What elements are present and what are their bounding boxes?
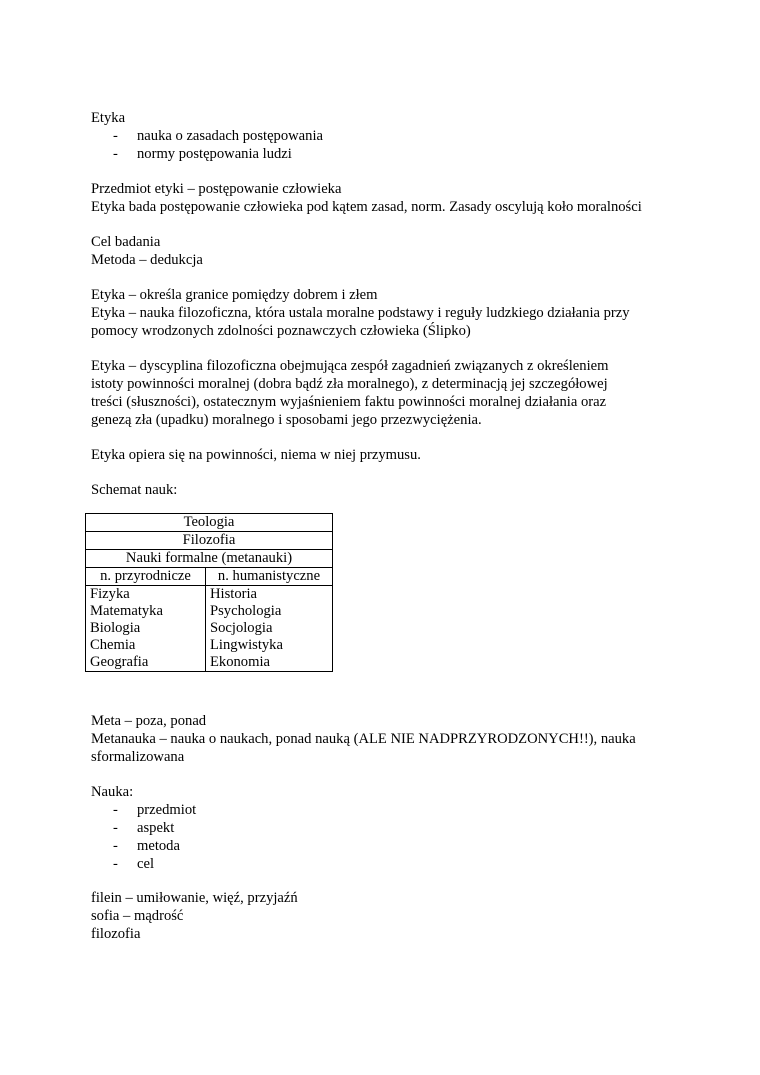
table-row [86,586,333,672]
list-item-text: metoda [137,838,180,854]
list-item: Lingwistyka [210,637,283,653]
paragraph-line: filozofia [91,926,141,942]
list-item: Historia [210,586,258,602]
schema-heading: Schemat nauk: [91,482,178,498]
list-item: Fizyka [90,586,130,602]
paragraph-line: treści (słuszności), ostatecznym wyjaśnieniem faktu powinności moralnej działania oraz [91,394,607,410]
paragraph-line: Metanauka – nauka o naukach, ponad nauką (ALE NIE NADPRZYRODZONYCH!!), nauka [91,731,636,747]
table-cell-filozofia: Filozofia [86,532,333,550]
bullet-marker: - [113,856,118,872]
list-item: Socjologia [210,620,273,636]
paragraph-line: Etyka – dyscyplina filozoficzna obejmująca zespół zagadnień związanych z określeniem [91,358,609,374]
list-item-text: przedmiot [137,802,197,818]
paragraph-line: Etyka opiera się na powinności, niema w niej przymusu. [91,447,421,463]
list-item-text: cel [137,856,155,872]
table-cell-formal: Nauki formalne (metanauki) [86,550,333,568]
paragraph-line: Metoda – dedukcja [91,252,203,268]
paragraph-line: Cel badania [91,234,161,250]
paragraph-line: Etyka – nauka filozoficzna, która ustala moralne podstawy i reguły ludzkiego działania przy [91,305,630,321]
list-item: Chemia [90,637,136,653]
table-cell-teologia: Teologia [86,514,333,532]
table-row [86,550,333,568]
paragraph-line: Meta – poza, ponad [91,713,207,729]
paragraph-line: Etyka bada postępowanie człowieka pod kątem zasad, norm. Zasady oscylują koło moralności [91,199,642,215]
list-item [113,855,154,873]
list-item [113,145,292,163]
bullet-marker: - [113,146,118,162]
bullet-marker: - [113,838,118,854]
list-item-text: aspekt [137,820,175,836]
column-header-natural: n. przyrodnicze [86,568,206,586]
list-item [113,837,180,855]
list-item-text: normy postępowania ludzi [137,146,292,162]
list-item: Ekonomia [210,654,270,670]
list-item [113,801,196,819]
heading-etyka: Etyka [91,110,126,126]
paragraph-line: pomocy wrodzonych zdolności poznawczych człowieka (Ślipko) [91,323,471,339]
list-item [113,819,174,837]
bullet-marker: - [113,802,118,818]
table-row [86,514,333,532]
paragraph-line: Przedmiot etyki – postępowanie człowieka [91,181,342,197]
list-item-text: nauka o zasadach postępowania [137,128,323,144]
paragraph-line: filein – umiłowanie, więź, przyjaźń [91,890,298,906]
paragraph-line: sformalizowana [91,749,185,765]
paragraph-line: istoty powinności moralnej (dobra bądź zła moralnego), z determinacją jej szczegółowej [91,376,608,392]
paragraph-line: sofia – mądrość [91,908,184,924]
paragraph-line: Etyka – określa granice pomiędzy dobrem i złem [91,287,378,303]
list-item [113,127,323,145]
humanities-cell [206,586,333,672]
natural-sciences-cell [86,586,206,672]
list-item: Psychologia [210,603,282,619]
table-row [86,532,333,550]
list-item: Matematyka [90,603,163,619]
list-item: Biologia [90,620,141,636]
schema-table [85,513,333,672]
bullet-marker: - [113,820,118,836]
bullet-marker: - [113,128,118,144]
heading-nauka: Nauka: [91,784,134,800]
table-row [86,568,333,586]
paragraph-line: genezą zła (upadku) moralnego i sposobami jego przezwyciężenia. [91,412,482,428]
list-item: Geografia [90,654,149,670]
column-header-humanities: n. humanistyczne [206,568,333,586]
